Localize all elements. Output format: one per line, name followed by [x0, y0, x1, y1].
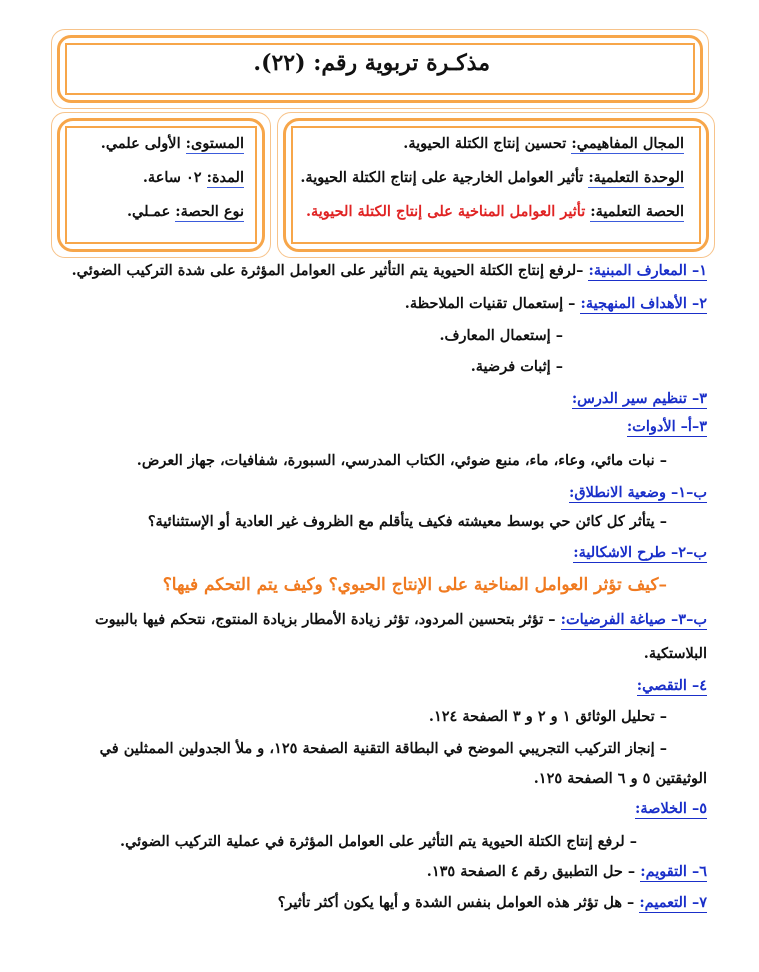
info-key: المستوى:: [185, 135, 244, 152]
objective-item: – إثبات فرضية.: [470, 358, 563, 375]
section-text: – إستعمال تقنيات الملاحظة.: [404, 295, 581, 312]
problem-question: [163, 575, 667, 595]
section-heading: ب–٢– طرح الاشكالية:: [573, 544, 707, 561]
info-value: ٠٢ ساعة.: [142, 169, 207, 186]
page-title: مذكـرة تربوية رقم: (٢٢).: [253, 50, 490, 76]
info-value: تحسين إنتاج الكتلة الحيوية.: [403, 135, 572, 152]
section-heading: ٥– الخلاصة:: [635, 800, 707, 817]
section-heading: ٢– الأهداف المنهجية:: [580, 295, 707, 312]
section-conclusion: [635, 800, 707, 817]
investigation-item: – إنجاز التركيب التجريبي الموضح في البطاقة التقنية الصفحة ١٢٥، و ملأ الجدولين الممثلين في: [99, 740, 667, 757]
section-heading: ١– المعارف المبنية:: [588, 262, 707, 279]
level-info-frame: [57, 118, 265, 252]
section-tools: [627, 418, 707, 435]
title-frame: [57, 35, 703, 103]
objective-item: – إستعمال المعارف.: [439, 327, 563, 344]
section-heading: ٧– التعميم:: [639, 894, 707, 911]
info-field-session: [306, 203, 684, 220]
tools-list: – نبات مائي، وعاء، ماء، منبع ضوئي، الكتاب المدرسي، السبورة، شفافيات، جهاز العرض.: [136, 452, 667, 469]
section-investigation: [637, 677, 707, 694]
section-heading: ٣–أ– الأدوات:: [626, 418, 707, 435]
investigation-continuation: الوثيقتين ٥ و ٦ الصفحة ١٢٥.: [533, 770, 707, 787]
info-field-unit: [300, 169, 684, 186]
section-text: – حل التطبيق رقم ٤ الصفحة ١٣٥.: [426, 863, 641, 880]
section-heading: ب–١– وضعية الانطلاق:: [569, 484, 707, 501]
info-key: الحصة التعلمية:: [590, 203, 684, 220]
info-field-level: [101, 135, 244, 152]
info-field-domain: [403, 135, 684, 152]
info-key: الوحدة التعلمية:: [588, 169, 684, 186]
section-problem: [573, 544, 707, 561]
section-heading: ٣– تنظيم سير الدرس:: [571, 390, 707, 407]
section-knowledge: [72, 262, 707, 279]
section-generalization: [278, 894, 707, 911]
section-hypotheses: [95, 611, 707, 628]
problem-text: –كيف تؤثر العوامل المناخية على الإنتاج الحيوي؟ وكيف يتم التحكم فيها؟: [162, 575, 667, 595]
section-evaluation: [427, 863, 707, 880]
info-value: تأثير العوامل المناخية على إنتاج الكتلة الحيوية.: [305, 203, 591, 220]
investigation-item: – تحليل الوثائق ١ و ٢ و ٣ الصفحة ١٢٤.: [428, 708, 667, 725]
section-text: – هل تؤثر هذه العوامل بنفس الشدة و أيها يكون أكثر تأثير؟: [277, 894, 640, 911]
section-text: – تؤثر بتحسين المردود، تؤثر زيادة الأمطار بزيادة المنتوج، نتحكم فيها بالبيوت: [94, 611, 561, 628]
starting-question: – يتأثر كل كائن حي بوسط معيشته فكيف يتأقلم مع الظروف غير العادية أو الإستثنائية؟: [147, 513, 667, 530]
info-field-duration: [143, 169, 244, 186]
section-heading: ٤– التقصي:: [636, 677, 707, 694]
info-value: الأولى علمي.: [100, 135, 186, 152]
section-heading: ب–٣– صياغة الفرضيات:: [560, 611, 707, 628]
section-objectives: [405, 295, 707, 312]
section-lesson-plan: [572, 390, 707, 407]
section-starting-situation: [569, 484, 707, 501]
section-text: –لرفع إنتاج الكتلة الحيوية يتم التأثير على العوامل المؤثرة على شدة التركيب الضوئي.: [71, 262, 589, 279]
conclusion-text: – لرفع إنتاج الكتلة الحيوية يتم التأثير على العوامل المؤثرة في عملية التركيب الضوئي.: [120, 833, 637, 850]
info-field-type: [127, 203, 244, 220]
hypotheses-continuation: البلاستكية.: [643, 645, 707, 662]
info-key: المجال المفاهيمي:: [571, 135, 684, 152]
info-key: المدة:: [206, 169, 244, 186]
info-value: تأثير العوامل الخارجية على إنتاج الكتلة الحيوية.: [300, 169, 589, 186]
lesson-info-frame: [283, 118, 709, 252]
info-value: عمـلي.: [127, 203, 176, 220]
info-key: نوع الحصة:: [175, 203, 244, 220]
section-heading: ٦– التقويم:: [640, 863, 707, 880]
